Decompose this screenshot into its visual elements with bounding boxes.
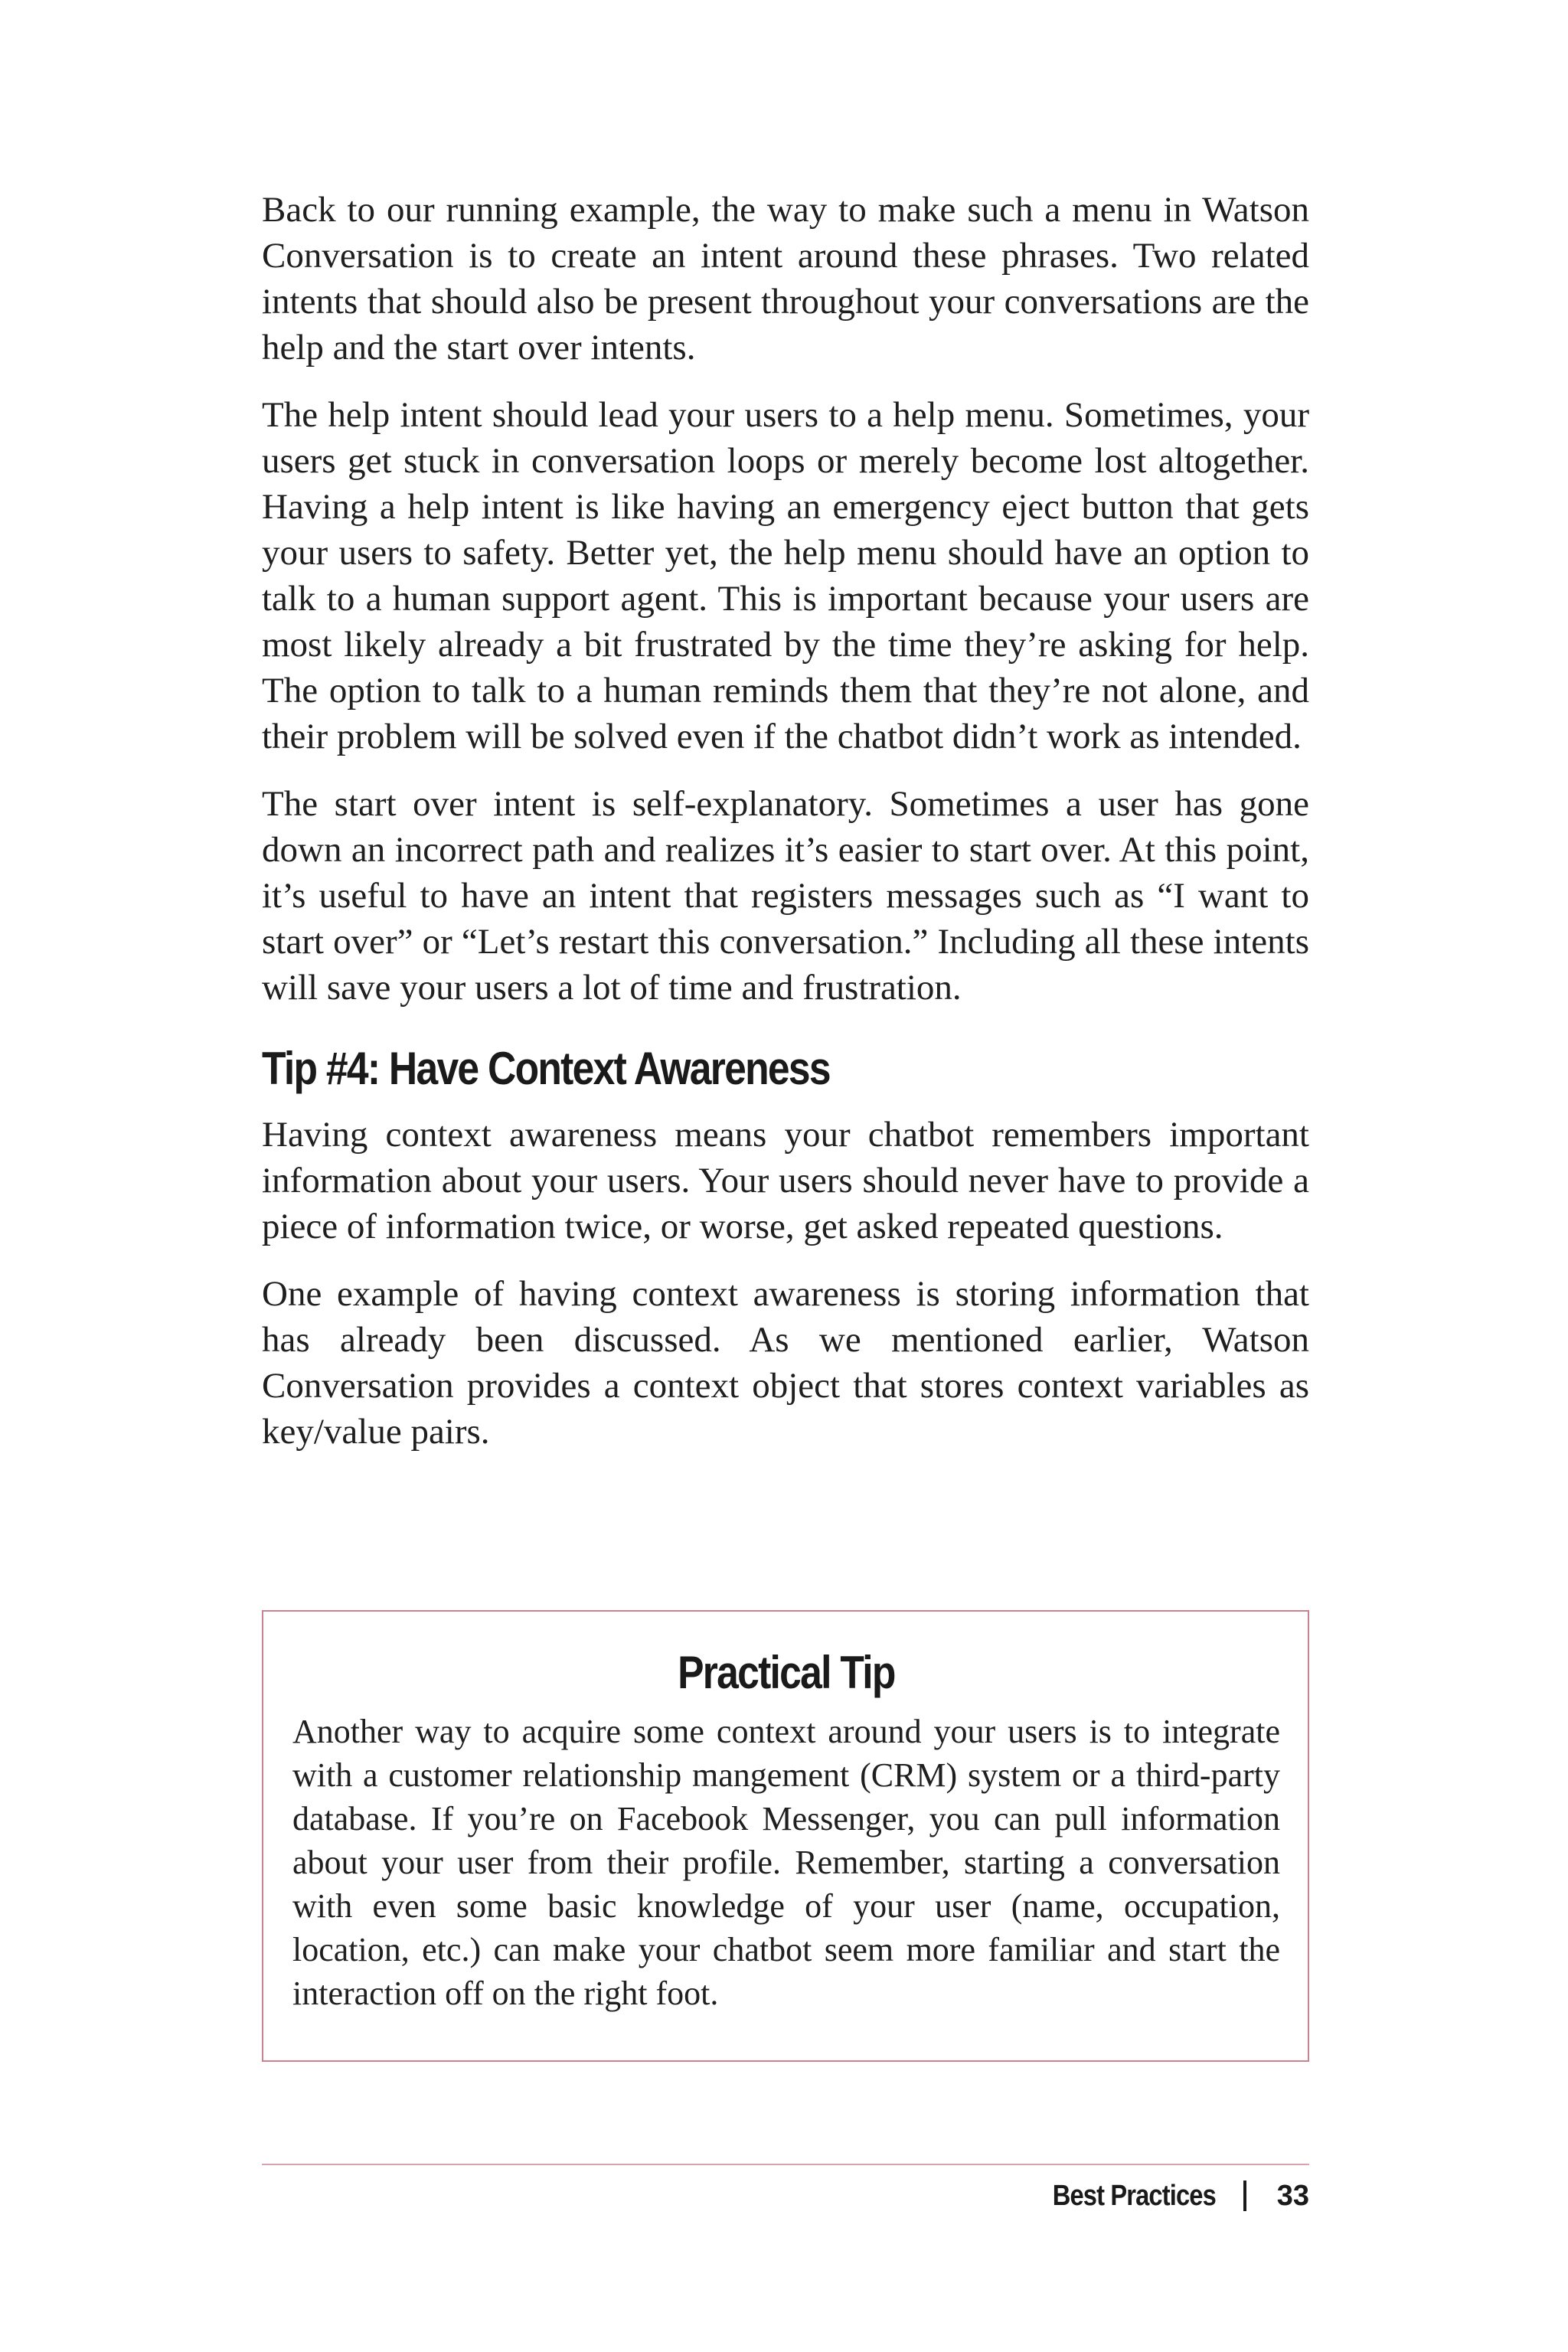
practical-tip-box xyxy=(262,1610,1309,2062)
footer-section-title: Best Practices xyxy=(1052,2179,1216,2212)
paragraph-running-example: Back to our running example, the way to make such a menu in Watson Conversation is to create an intent around these phrases. Two related intents that should also be present throughout your conversations are the help and the start over intents. xyxy=(262,190,1309,368)
paragraph-start-over-intent: The start over intent is self-explanatory. Sometimes a user has gone down an incorrect path and realizes it’s easier to start over. At this point, it’s useful to have an intent that registers messages such as “I want to start over” or “Let’s restart this conversation.” Including all these intents will save your users a lot of time and frustration. xyxy=(262,784,1309,1008)
practical-tip-title xyxy=(292,1644,1280,1702)
page-number: 33 xyxy=(1276,2179,1309,2212)
paragraph-context-example: One example of having context awareness is storing information that has already been discussed. As we mentioned earlier, Watson Conversation provides a context object that stores context variables as key/value pairs. xyxy=(262,1274,1309,1452)
footer-separator xyxy=(1243,2180,1246,2211)
section-heading: Tip #4: Have Context Awareness xyxy=(262,1043,830,1094)
paragraph-context-awareness: Having context awareness means your chatbot remembers important information about your users. Your users should never have to provide a piece of information twice, or worse, get asked repeated questions. xyxy=(262,1115,1309,1246)
practical-tip-body: Another way to acquire some context around your users is to integrate with a customer relationship mangement (CRM) system or a third-party database. If you’re on Facebook Messenger, you can pull information about your user from their profile. Remember, starting a conversation with even some basic knowledge of your user (name, occupation, location, etc.) can make your chatbot seem more familiar and start the interaction off on the right foot. xyxy=(292,1713,1280,2012)
paragraph-help-intent: The help intent should lead your users to a help menu. Sometimes, your users get stuck in conversation loops or merely become lost altogether. Having a help intent is like having an emergency eject button that gets your users to safety. Better yet, the help menu should have an option to talk to a human support agent. This is important because your users are most likely already a bit frustrated by the time they’re asking for help. The option to talk to a human reminds them that they’re not alone, and their problem will be solved even if the chatbot didn’t work as intended. xyxy=(262,395,1309,756)
practical-tip-title-text: Practical Tip xyxy=(678,1647,895,1698)
page-content xyxy=(262,187,1309,1476)
footer-divider xyxy=(262,2164,1309,2165)
page-footer xyxy=(262,2173,1309,2219)
